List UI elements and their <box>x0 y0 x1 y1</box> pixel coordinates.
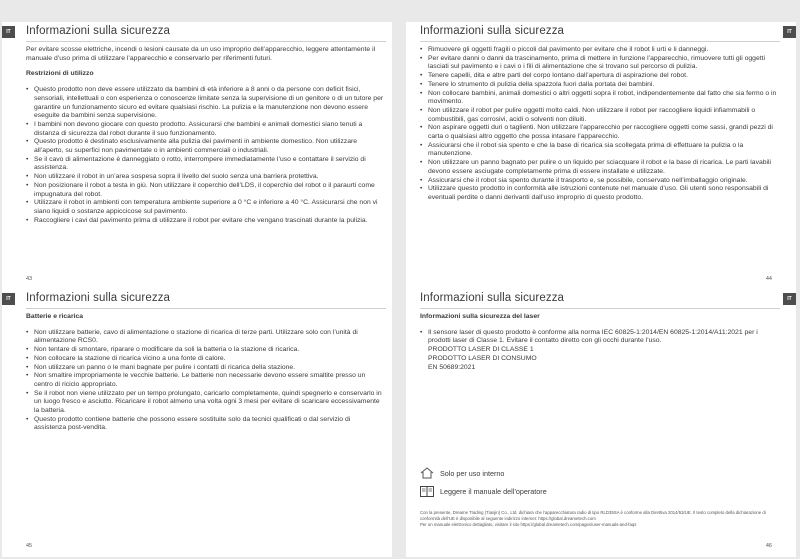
bullet-list <box>26 86 384 225</box>
page-title: Informazioni sulla sicurezza <box>26 292 171 304</box>
page-title: Informazioni sulla sicurezza <box>26 25 171 37</box>
page-title: Informazioni sulla sicurezza <box>420 25 565 37</box>
language-tab: IT <box>2 293 15 305</box>
list-item: • Non utilizzare un panno o le mani bagnate per pulire i contatti di ricarica della stazione. <box>26 364 384 373</box>
list-item: • Il sensore laser di questo prodotto è conforme alla norma IEC 60825-1:2014/EN 60825-1:2014/A11:2021 per i prodotti laser di Classe 1. Evitare il contatto diretto con gli occhi durante l’uso. <box>420 329 778 346</box>
list-item: • Utilizzare il robot in ambienti con temperatura ambiente superiore a 0 °C e inferiore a 40 °C. Assicurarsi che non vi siano liquidi o sostanze appiccicose sul pavimento. <box>26 199 384 216</box>
page-number: 43 <box>26 276 33 282</box>
section-subtitle: Informazioni sulla sicurezza del laser <box>420 313 540 320</box>
page-body <box>26 46 384 225</box>
list-item: • Non collocare bambini, animali domestici o altri oggetti sopra il robot, indipendentemente dal fatto che sia fermo o in movimento. <box>420 90 778 107</box>
house-icon <box>420 467 434 479</box>
open-book-icon <box>420 486 434 497</box>
laser-line: PRODOTTO LASER DI CLASSE 1 <box>428 346 534 354</box>
laser-class-lines <box>420 346 778 372</box>
manual-link-text: Per un manuale elettronico dettagliato, visitare il sito https://global.dreametech.com/pages/user-manuals-and-faqs <box>420 522 637 527</box>
bullet-list <box>420 46 778 203</box>
laser-line: EN 50689:2021 <box>428 363 476 371</box>
list-item: • Rimuovere gli oggetti fragili o piccoli dal pavimento per evitare che il robot li urti e li danneggi. <box>420 46 778 55</box>
list-item: • Non posizionare il robot a testa in giù. Non utilizzare il coperchio dell’LDS, il coperchio del robot o il paraurti come impugnatura del robot. <box>26 182 384 199</box>
list-item: • Per evitare danni o danni da trascinamento, prima di mettere in funzione l’apparecchio, rimuovere tutti gli oggetti lasciati sul pavimento e i cavi o i fili di alimentazione che si trovano sul percorso di pulizia. <box>420 55 778 72</box>
list-item: • Non collocare la stazione di ricarica vicino a una fonte di calore. <box>26 355 384 364</box>
list-item: • Tenere lo strumento di pulizia della spazzola fuori dalla portata dei bambini. <box>420 81 778 90</box>
list-item: • Questo prodotto non deve essere utilizzato da bambini di età inferiore a 8 anni o da persone con deficit fisici, sensoriali, intellettuali o con esperienza o conoscenze limitate senza la supervisione di un genitore o di un tutore per garantire un funzionamento sicuro ed evitare qualsiasi rischio. La pulizia e la manutenzione non devono essere eseguite da bambini senza supervisione. <box>26 86 384 121</box>
list-item: • Assicurarsi che il robot sia spento durante il trasporto e, se possibile, conservato nell’imballaggio originale. <box>420 177 778 186</box>
list-item: • Se il robot non viene utilizzato per un tempo prolungato, caricarlo completamente, quindi spegnerlo e conservarlo in un luogo fresco e asciutto. Ricaricare il robot almeno una volta ogni 3 mesi per evitare di scaricare eccessivamente la batteria. <box>26 390 384 416</box>
list-item: • Raccogliere i cavi dal pavimento prima di utilizzare il robot per evitare che vengano trascinati durante la pulizia. <box>26 217 384 226</box>
list-item: • Non smaltire impropriamente le vecchie batterie. Le batterie non necessarie devono essere smaltite presso un centro di riciclo appropriato. <box>26 372 384 389</box>
list-item: • I bambini non devono giocare con questo prodotto. Assicurarsi che bambini e animali domestici siano tenuti a distanza di sicurezza dal robot durante il suo funzionamento. <box>26 121 384 138</box>
language-tab: IT <box>783 293 796 305</box>
list-item: • Non utilizzare batterie, cavo di alimentazione o stazione di ricarica di terze parti. Utilizzare solo con l’unità di alimentazione RCS0. <box>26 329 384 346</box>
page-46 <box>406 289 796 557</box>
list-item: • Utilizzare questo prodotto in conformità alle istruzioni contenute nel manuale d’uso. Gli utenti sono responsabili di eventuali perdite o danni derivanti dall’uso improprio di questo prodotto. <box>420 185 778 202</box>
indoor-use-label: Solo per uso interno <box>440 468 505 478</box>
list-item: • Se il cavo di alimentazione è danneggiato o rotto, interrompere immediatamente l’uso e contattare il servizio di assistenza. <box>26 156 384 173</box>
declaration-small-print <box>420 510 778 528</box>
intro-paragraph: Per evitare scosse elettriche, incendi o lesioni causate da un uso improprio dell’apparecchio, leggere attentamente il manuale d’uso prima di utilizzare l’apparecchio e conservarlo per riferimenti futuri. <box>26 46 376 62</box>
section-subtitle: Restrizioni di utilizzo <box>26 70 94 78</box>
page-body <box>420 313 778 372</box>
section-subtitle: Batterie e ricarica <box>26 313 84 320</box>
title-divider <box>26 41 386 42</box>
list-item: • Non aspirare oggetti duri o taglienti. Non utilizzare l’apparecchio per raccogliere oggetti come sassi, grandi pezzi di carta o qualsiasi altro oggetto che possa intasare l’apparecchio. <box>420 124 778 141</box>
list-item: • Questo prodotto contiene batterie che possono essere sostituite solo da tecnici qualificati o dal servizio di assistenza post-vendita. <box>26 416 384 433</box>
read-manual-row <box>420 486 547 497</box>
title-divider <box>26 308 386 309</box>
language-tab: IT <box>2 26 15 38</box>
title-divider <box>420 308 780 309</box>
read-manual-label: Leggere il manuale dell’operatore <box>440 487 547 496</box>
page-45 <box>2 289 392 557</box>
bullet-list <box>420 329 778 346</box>
page-body <box>26 313 384 433</box>
page-43 <box>2 22 392 290</box>
title-divider <box>420 41 780 42</box>
list-item: • Questo prodotto è destinato esclusivamente alla pulizia dei pavimenti in ambiente domestico. Non utilizzare all’aperto, su superfici non pavimentate o in ambienti commerciali o industriali. <box>26 138 384 155</box>
list-item: • Tenere capelli, dita e altre parti del corpo lontano dall’apertura di aspirazione del robot. <box>420 72 778 81</box>
list-item: • Non utilizzare il robot per pulire oggetti molto caldi. Non utilizzare il robot per raccogliere liquidi infiammabili o combustibili, gas corrosivi, acidi o solventi non diluiti. <box>420 107 778 124</box>
page-title: Informazioni sulla sicurezza <box>420 292 565 304</box>
laser-line: PRODOTTO LASER DI CONSUMO <box>428 354 537 362</box>
page-number: 45 <box>26 543 33 549</box>
page-body <box>420 46 778 203</box>
list-item: • Assicurarsi che il robot sia spento e che la base di ricarica sia scollegata prima di effettuare la pulizia o la manutenzione. <box>420 142 778 159</box>
page-number: 46 <box>765 543 772 549</box>
page-number: 44 <box>765 276 772 282</box>
declaration-text: Con la presente, Dreame Trading (Tianjin) Co., Ltd. dichiara che l’apparecchiatura radio di tipo RLD35SA è conforme alla Direttiva 2014/53/UE. Il testo completo della dichiarazione di conformità dell’UE è disponibile al seguente indirizzo internet: https://global.dreametech.com <box>420 510 766 521</box>
list-item: • Non utilizzare un panno bagnato per pulire o un liquido per sciacquare il robot e la base di ricarica. Le parti lavabili devono essere asciugate completamente prima di essere installate e utilizzate. <box>420 159 778 176</box>
language-tab: IT <box>783 26 796 38</box>
list-item: • Non utilizzare il robot in un’area sospesa sopra il livello del suolo senza una barriera protettiva. <box>26 173 384 182</box>
page-44 <box>406 22 796 290</box>
bullet-list <box>26 329 384 433</box>
indoor-use-row <box>420 467 504 479</box>
list-item: • Non tentare di smontare, riparare o modificare da soli la batteria o la stazione di ricarica. <box>26 346 384 355</box>
